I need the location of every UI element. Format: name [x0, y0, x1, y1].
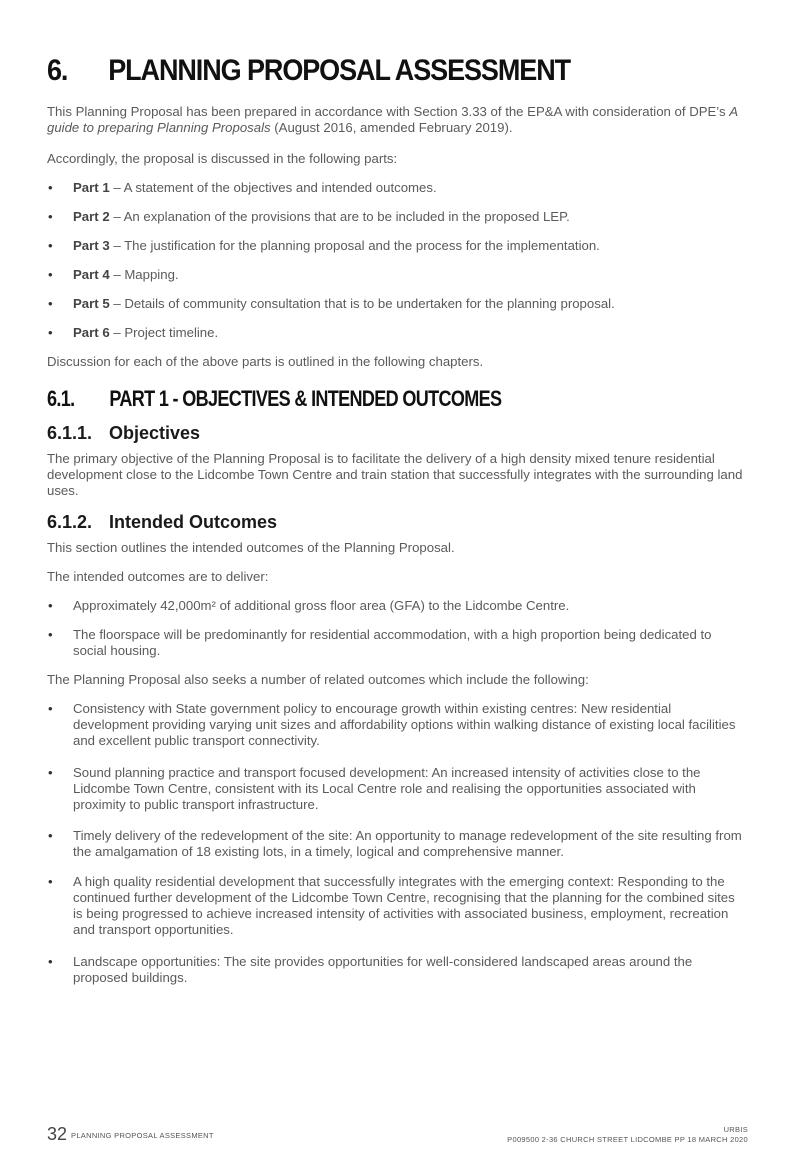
part-label: Part 3 [73, 238, 110, 253]
section-number: 6.1. [47, 386, 75, 411]
part-label: Part 1 [73, 180, 110, 195]
bullet-icon: • [48, 238, 53, 253]
page-number: 32 [47, 1124, 68, 1144]
bullet-icon: • [48, 765, 53, 780]
section-heading [47, 386, 501, 412]
footer-reference: P009500 2-36 CHURCH STREET LIDCOMBE PP 18 MARCH 2020 [507, 1135, 748, 1144]
part-text: – Project timeline. [109, 325, 219, 340]
part-text: – Details of community consultation that is to be undertaken for the planning proposal. [109, 296, 615, 311]
part-label: Part 5 [73, 296, 110, 311]
subsection-title: Intended Outcomes [109, 512, 278, 532]
part-label: Part 4 [73, 267, 110, 282]
parts-intro: Accordingly, the proposal is discussed in the following parts: [47, 151, 398, 166]
bullet-icon: • [48, 627, 53, 642]
related-outcomes-lead: The Planning Proposal also seeks a number of related outcomes which include the following: [47, 672, 589, 687]
subsection-heading-outcomes [47, 512, 277, 533]
subsection-title: Objectives [109, 423, 201, 443]
bullet-icon: • [48, 267, 53, 282]
bullet-icon: • [48, 209, 53, 224]
objectives-paragraph: The primary objective of the Planning Proposal is to facilitate the delivery of a high density mixed tenure residential development close to the Lidcombe Town Centre and train station that successfully integrates with the surrounding land uses. [47, 451, 743, 498]
list-item-text: Timely delivery of the redevelopment of the site: An opportunity to manage redevelopment of the site resulting from the amalgamation of 18 existing lots, in a timely, logical and comprehensive manner. [73, 828, 742, 859]
subsection-heading-objectives [47, 423, 200, 444]
bullet-icon: • [48, 954, 53, 969]
page-heading [47, 54, 570, 88]
bullet-icon: • [48, 701, 53, 716]
subsection-number: 6.1.1. [47, 423, 93, 443]
section-title: PART 1 - OBJECTIVES & INTENDED OUTCOMES [109, 386, 502, 411]
subsection-number: 6.1.2. [47, 512, 93, 532]
bullet-icon: • [48, 598, 53, 613]
guide-title: A guide to preparing Planning Proposals [47, 104, 738, 135]
list-item-text: Approximately 42,000m² of additional gross floor area (GFA) to the Lidcombe Centre. [73, 598, 570, 613]
list-item-text: A high quality residential development that successfully integrates with the emerging context: Responding to the continued further development of the Lidcombe Town Centre, recognising that the planning for the combined sites is being progressed to achieve increased intensity of activities with associated business, employment, recreation and transport opportunities. [73, 874, 735, 937]
list-item-text: Landscape opportunities: The site provides opportunities for well-considered landscaped areas around the proposed buildings. [73, 954, 693, 985]
bullet-icon: • [48, 828, 53, 843]
discussion-paragraph: Discussion for each of the above parts is outlined in the following chapters. [47, 354, 484, 369]
bullet-icon: • [48, 874, 53, 889]
outcomes-intro: This section outlines the intended outcomes of the Planning Proposal. [47, 540, 455, 555]
part-label: Part 6 [73, 325, 110, 340]
intro-text: This Planning Proposal has been prepared in accordance with Section 3.33 of the EP&A with consideration of DPE’s [47, 104, 730, 119]
list-item-text: The floorspace will be predominantly for residential accommodation, with a high proportion being dedicated to social housing. [73, 627, 712, 658]
heading-title: PLANNING PROPOSAL ASSESSMENT [108, 54, 571, 87]
footer-left [47, 1124, 214, 1145]
footer-right [507, 1125, 748, 1145]
intro-text-end: (August 2016, amended February 2019). [270, 120, 513, 135]
part-text: – The justification for the planning proposal and the process for the implementation. [109, 238, 600, 253]
intro-paragraph [47, 104, 747, 136]
part-text: – A statement of the objectives and intended outcomes. [109, 180, 437, 195]
footer-section-label: PLANNING PROPOSAL ASSESSMENT [71, 1131, 214, 1140]
footer-company: URBIS [723, 1125, 748, 1134]
part-text: – An explanation of the provisions that are to be included in the proposed LEP. [109, 209, 570, 224]
bullet-icon: • [48, 325, 53, 340]
bullet-icon: • [48, 296, 53, 311]
heading-number: 6. [47, 54, 68, 87]
list-item-text: Consistency with State government policy to encourage growth within existing centres: New residential development providing varying unit sizes and affordability options within walking distance of existing local facilities and excellent public transport connectivity. [73, 701, 736, 748]
outcomes-lead: The intended outcomes are to deliver: [47, 569, 269, 584]
bullet-icon: • [48, 180, 53, 195]
part-label: Part 2 [73, 209, 110, 224]
part-text: – Mapping. [109, 267, 179, 282]
list-item-text: Sound planning practice and transport focused development: An increased intensity of activities close to the Lidcombe Town Centre, consistent with its Local Centre role and realising the opportunities associated with proximity to public transport infrastructure. [73, 765, 701, 812]
